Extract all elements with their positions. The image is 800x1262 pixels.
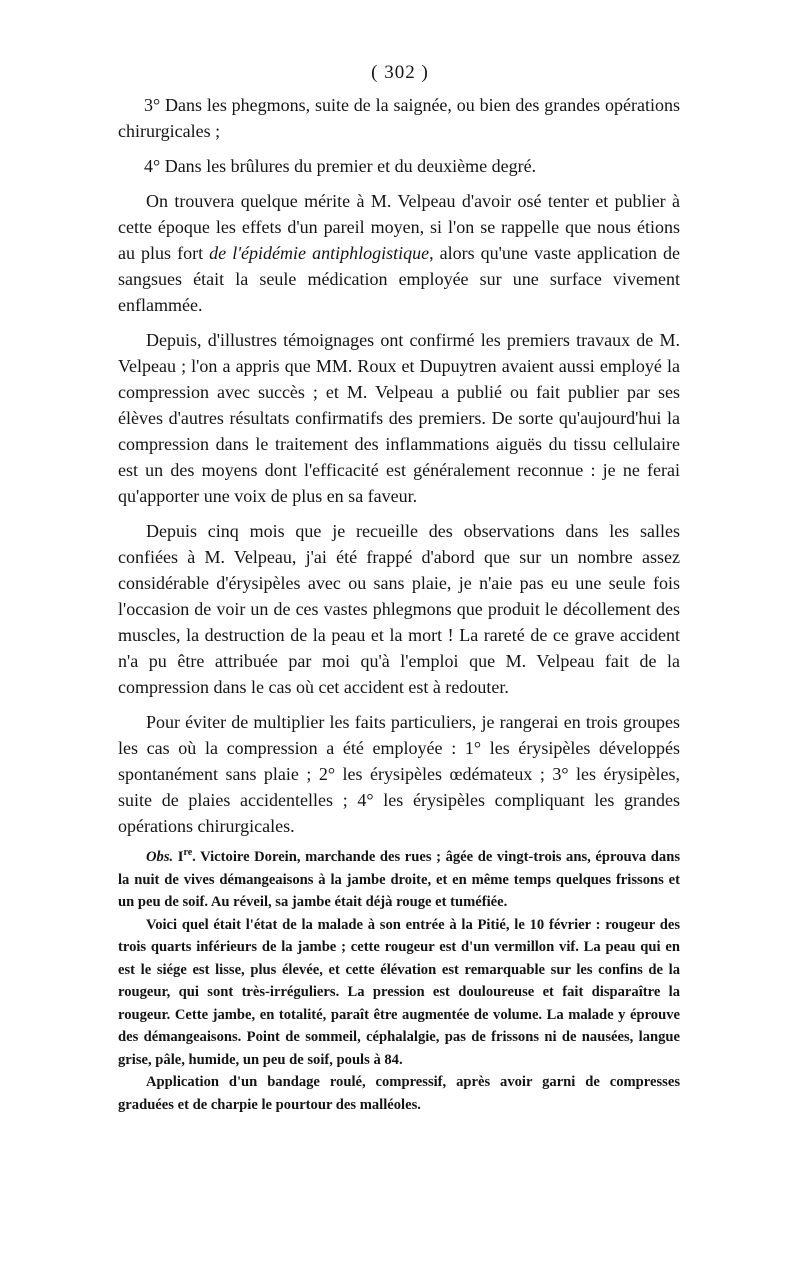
list-item-3: 3° Dans les phegmons, suite de la saignée, ou bien des grandes opérations chirurgicales ; (118, 95, 680, 141)
observation-paragraph-2: Voici quel était l'état de la malade à son entrée à la Pitié, le 10 février : rougeur des trois quarts inférieurs de la jambe ; cette rougeur est d'un vermillon vif. La peau qui en est le siége est lisse, plus élevée, et cette élévation est remarquable sur les confins de la rougeur, qui sont très-irréguliers. La pression est douloureuse et fait disparaître la rougeur. Cette jambe, en totalité, paraît être augmentée de volume. La malade y éprouve des démangeaisons. Point de sommeil, céphalalgie, pas de frissons ni de nausées, langue grise, pâle, humide, un peu de soif, pouls à 84. (118, 916, 680, 1068)
paragraph-1-before: On trouvera quelque mérite à M. Velpeau d'avoir osé tenter et publier à cette époque les effets d'un pareil moyen, si l'on se rappelle que nous étions au plus fort (118, 191, 680, 263)
paragraph-3: Depuis cinq mois que je recueille des observations dans les salles confiées à M. Velpeau, j'ai été frappé d'abord que sur un nombre assez considérable d'érysipèles avec ou sans plaie, je n'aie pas eu une seule fois l'occasion de voir un de ces vastes phlegmons que produit le décollement des muscles, la destruction de la peau et la mort ! La rareté de ce grave accident n'a pu être attribuée par moi qu'à l'emploi que M. Velpeau fait de la compression dans le cas où cet accident est à redouter. (118, 521, 680, 697)
paragraph-1 (118, 188, 680, 318)
paragraph-1-after: , alors qu'une vaste application de sangsues était la seule médication employée sur une surface vivement enflammée. (118, 243, 681, 315)
observation-label: Obs. (146, 849, 174, 865)
observation-number: I (177, 849, 184, 865)
paragraph-1-italic: de l'épidémie antiphlogistique (209, 243, 430, 263)
observation-number-sup: re (183, 847, 193, 858)
paragraph-2: Depuis, d'illustres témoignages ont confirmé les premiers travaux de M. Velpeau ; l'on a appris que MM. Roux et Dupuytren avaient aussi employé la compression avec succès ; et M. Velpeau a publié ou fait publier par ses élèves d'autres résultats confirmatifs des premiers. De sorte qu'aujourd'hui la compression dans le traitement des inflammations aiguës du tissu cellulaire est un des moyens dont l'efficacité est généralement reconnue : je ne ferai qu'apporter une voix de plus en sa faveur. (118, 330, 680, 506)
paragraph-4: Pour éviter de multiplier les faits particuliers, je rangerai en trois groupes les cas où la compression a été employée : 1° les érysipèles développés spontanément sans plaie ; 2° les érysipèles œdémateux ; 3° les érysipèles, suite de plaies accidentelles ; 4° les érysipèles compliquant les grandes opérations chirurgicales. (118, 712, 680, 836)
list-item-4: 4° Dans les brûlures du premier et du deuxième degré. (144, 156, 537, 176)
page-number: ( 302 ) (371, 62, 429, 83)
body-text (118, 92, 680, 1116)
observation-paragraph-3: Application d'un bandage roulé, compressif, après avoir garni de compresses graduées et de charpie le pourtour des malléoles. (118, 1074, 680, 1113)
observation-text: . Victoire Dorein, marchande des rues ; âgée de vingt-trois ans, éprouva dans la nuit de vives démangeaisons à la jambe droite, et en même temps quelques frissons et un peu de soif. Au réveil, sa jambe était déjà rouge et tuméfiée. (118, 849, 680, 910)
observation-1 (118, 846, 680, 914)
